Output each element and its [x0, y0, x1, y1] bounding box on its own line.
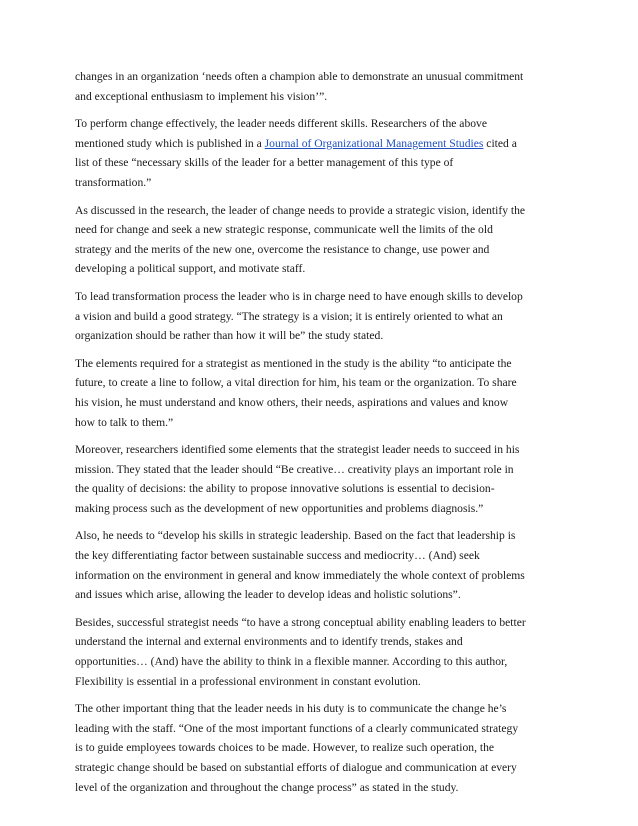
text-line: understand the internal and external environments and to identify trends, stakes and	[75, 635, 463, 649]
document-body	[75, 67, 568, 805]
paragraph-6	[75, 440, 568, 518]
text-line: changes in an organization ‘needs often a champion able to demonstrate an unusual commitment	[75, 70, 524, 83]
text-line: strategic change should be based on substantial efforts of dialogue and communication at every	[75, 761, 517, 774]
paragraph-9	[75, 699, 568, 797]
text-line: and issues which arise, allowing the leader to develop ideas and holistic solutions”.	[75, 588, 461, 602]
text-line: To lead transformation process the leader who is in charge need to have enough skills to develop	[75, 289, 523, 303]
text-line: need for change and seek a new strategic response, communicate well the limits of the old	[75, 223, 493, 237]
text-line: Flexibility is essential in a professional environment in constant evolution.	[75, 674, 421, 688]
text-line: mission. They stated that the leader should “Be creative… creativity plays an important role in	[75, 462, 514, 476]
text-line: organization should be rather than how it will be” the study stated.	[75, 329, 384, 343]
text-line: Moreover, researchers identified some elements that the strategist leader needs to succeed in his	[75, 443, 520, 457]
text-line: leading with the staff. “One of the most important functions of a clearly communicated strategy	[75, 721, 519, 735]
text-line: the key differentiating factor between sustainable success and mediocrity… (And) seek	[75, 549, 480, 563]
paragraph-2	[75, 114, 568, 192]
text-line: As discussed in the research, the leader of change needs to provide a strategic vision, identify the	[75, 203, 526, 217]
text-line: is to guide employees towards choices to be made. However, to realize such operation, the	[75, 741, 495, 755]
text-line: developing a political support, and motivate staff.	[75, 262, 306, 276]
text-line: transformation.”	[75, 175, 152, 189]
text-line-with-link	[75, 134, 568, 154]
text-line: his vision, he must understand and know others, their needs, aspirations and values and know	[75, 395, 509, 409]
text-line: opportunities… (And) have the ability to think in a flexible manner. According to this author,	[75, 655, 508, 669]
paragraph-5	[75, 354, 568, 432]
text-line: Besides, successful strategist needs “to have a strong conceptual ability enabling leaders to better	[75, 615, 526, 629]
text-line: To perform change effectively, the leader needs different skills. Researchers of the above	[75, 117, 487, 131]
text-line: list of these “necessary skills of the leader for a better management of this type of	[75, 156, 454, 170]
text-line: The other important thing that the leader needs in his duty is to communicate the change he’s	[75, 702, 507, 716]
text-line: information on the environment in general and know immediately the whole context of problems	[75, 568, 525, 582]
paragraph-3	[75, 201, 568, 279]
paragraph-4	[75, 287, 568, 346]
text-line: The elements required for a strategist as mentioned in the study is the ability “to anticipate the	[75, 356, 512, 370]
text-line: level of the organization and throughout the change process” as stated in the study.	[75, 780, 459, 794]
text-segment: cited a	[483, 136, 517, 150]
text-line: future, to create a line to follow, a vital direction for him, his team or the organization. To share	[75, 376, 517, 390]
paragraph-8	[75, 613, 568, 691]
journal-link[interactable]: Journal of Organizational Management Studies	[264, 136, 484, 150]
paragraph-1	[75, 67, 568, 106]
text-line: how to talk to them.”	[75, 415, 174, 429]
text-line: making process such as the development of new opportunities and problems diagnosis.”	[75, 501, 484, 515]
text-line: strategy and the merits of the new one, overcome the resistance to change, use power and	[75, 242, 490, 256]
paragraph-7	[75, 526, 568, 604]
text-line: the quality of decisions: the ability to propose innovative solutions is essential to decision-	[75, 482, 495, 496]
text-line: a vision and build a good strategy. “The strategy is a vision; it is entirely oriented to what an	[75, 309, 503, 323]
text-segment: mentioned study which is published in a	[75, 136, 265, 150]
text-line: Also, he needs to “develop his skills in strategic leadership. Based on the fact that leadership is	[75, 529, 516, 543]
text-line: and exceptional enthusiasm to implement his vision’”.	[75, 89, 328, 103]
